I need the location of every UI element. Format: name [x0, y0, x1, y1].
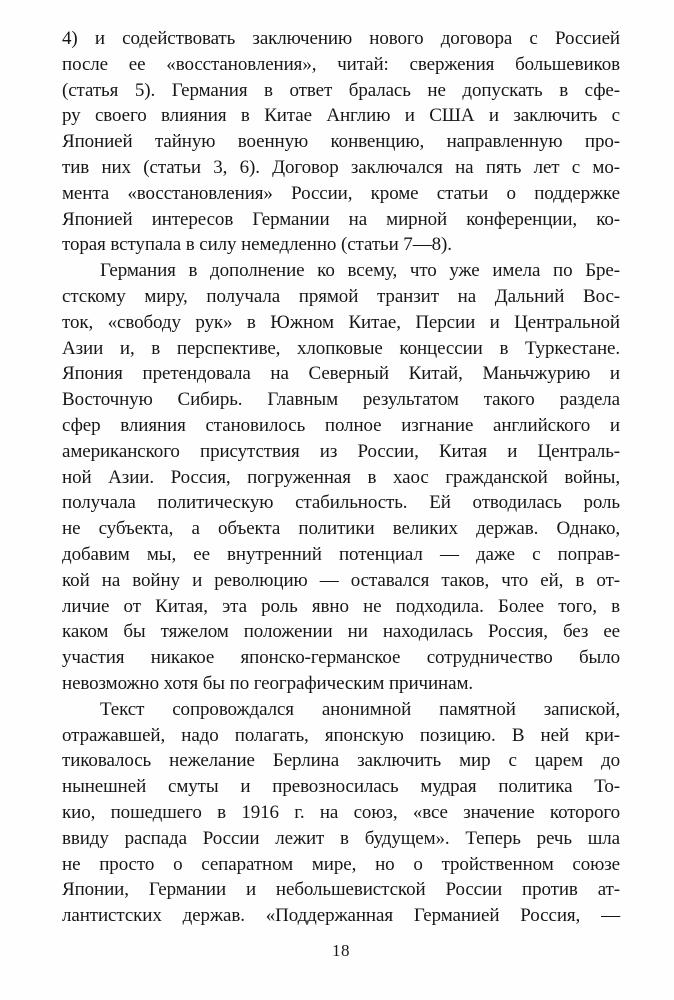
text-line: тив них (статьи 3, 6). Договор заключался на пять лет с мо-	[62, 156, 620, 178]
text-line: американского присутствия из России, Китая и Централь-	[62, 440, 620, 462]
text-line: Восточную Сибирь. Главным результатом такого раздела	[62, 389, 620, 411]
text-line: кио, пошедшего в 1916 г. на союз, «все значение которого	[62, 801, 620, 823]
text-line: (статья 5). Германия в ответ бралась не допускать в сфе-	[62, 79, 620, 101]
page-text-block	[62, 26, 620, 929]
text-line: нынешней смуты и превозносилась мудрая политика То-	[62, 776, 620, 798]
text-line: стскому миру, получала прямой транзит на Дальний Вос-	[62, 285, 620, 307]
text-line: добавим мы, ее внутренний потенциал — даже с поправ-	[62, 543, 620, 565]
text-line: невозможно хотя бы по географическим причинам.	[62, 672, 474, 694]
text-line: личие от Китая, эта роль явно не подходила. Более того, в	[62, 595, 620, 617]
text-line: торая вступала в силу немедленно (статьи 7—8).	[62, 234, 452, 256]
text-line: Япония претендовала на Северный Китай, Маньчжурию и	[62, 363, 620, 385]
text-line: получала политическую стабильность. Ей отводилась роль	[62, 492, 620, 514]
text-line: отражавшей, надо полагать, японскую позицию. В ней кри-	[62, 724, 620, 746]
text-line: сфер влияния становилось полное изгнание английского и	[62, 414, 620, 436]
text-line: Японией тайную военную конвенцию, направленную про-	[62, 131, 620, 153]
text-line: мента «восстановления» России, кроме статьи о поддержке	[62, 182, 620, 204]
text-line: лантистских держав. «Поддержанная Германией Россия, —	[62, 905, 620, 927]
text-line: после ее «восстановления», читай: свержения большевиков	[62, 53, 620, 75]
text-line: не субъекта, а объекта политики великих держав. Однако,	[62, 518, 620, 540]
page-number: 18	[332, 941, 350, 960]
text-line: Азии и, в перспективе, хлопковые концессии в Туркестане.	[62, 337, 620, 359]
text-line: кой на войну и революцию — оставался таков, что ей, в от-	[62, 569, 620, 591]
text-line: ру своего влияния в Китае Англию и США и заключить с	[62, 105, 620, 127]
text-line: каком бы тяжелом положении ни находилась Россия, без ее	[62, 621, 620, 643]
text-line: ввиду распада России лежит в будущем». Теперь речь шла	[62, 827, 620, 849]
text-line: тиковалось нежелание Берлина заключить мир с царем до	[62, 750, 620, 772]
text-line: ной Азии. Россия, погруженная в хаос гражданской войны,	[62, 466, 620, 488]
text-line: Японии, Германии и небольшевистской России против ат-	[62, 879, 620, 901]
text-line: Германия в дополнение ко всему, что уже имела по Бре-	[100, 260, 620, 282]
text-line: Японией интересов Германии на мирной конференции, ко-	[62, 208, 620, 230]
text-line: ток, «свободу рук» в Южном Китае, Персии и Центральной	[62, 311, 620, 333]
text-line: Текст сопровождался анонимной памятной запиской,	[100, 698, 620, 720]
text-line: 4) и содействовать заключению нового договора с Россией	[62, 28, 620, 49]
text-line: не просто о сепаратном мире, но о тройственном союзе	[62, 853, 620, 875]
text-line: участия никакое японско-германское сотрудничество было	[62, 647, 620, 669]
